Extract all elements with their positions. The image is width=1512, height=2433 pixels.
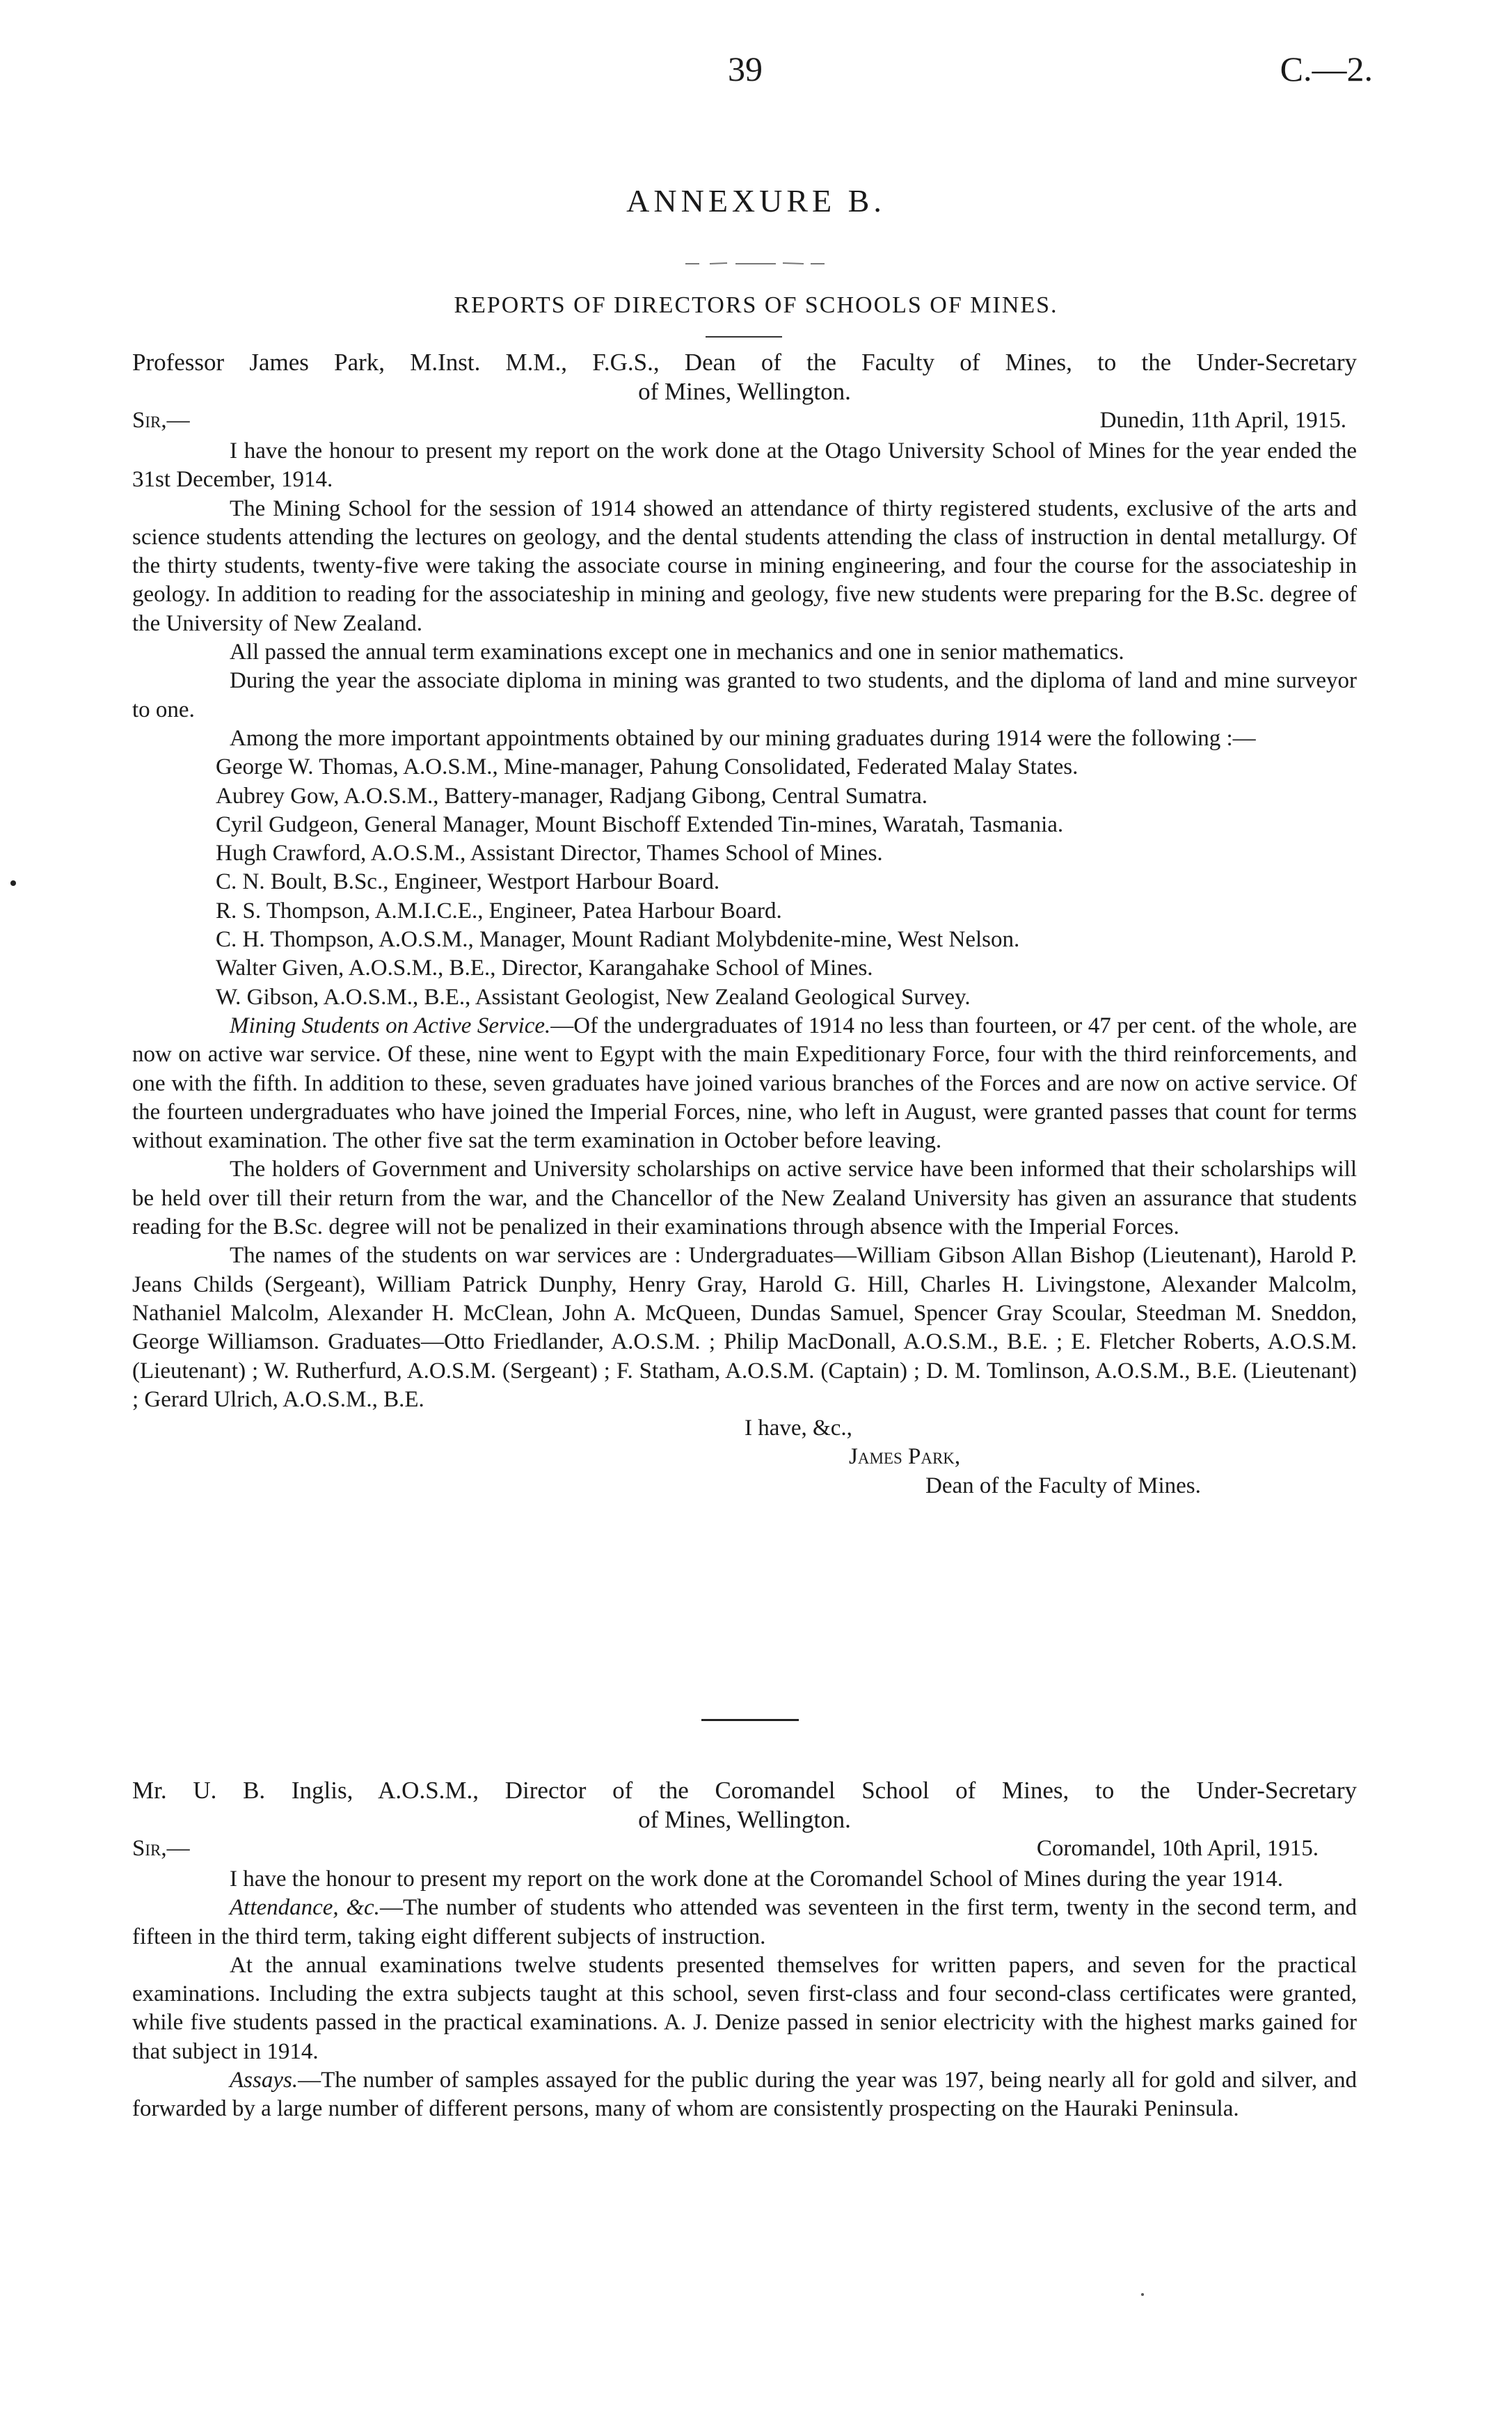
- attendance-text: —The number of students who attended was seventeen in the first term, twenty in the second term, and fifteen in the third term, taking eight different subjects of instruction.: [132, 1895, 1357, 1949]
- report1-closing: I have, &c.,: [745, 1416, 852, 1441]
- mining-students-paragraph: [132, 1012, 1357, 1155]
- report1-address: Professor James Park, M.Inst. M.M., F.G.S., Dean of the Faculty of Mines, to the Under-Secretary: [132, 349, 1357, 376]
- report1-paragraph: During the year the associate diploma in mining was granted to two students, and the diploma of land and mine surveyor to one.: [132, 668, 1357, 722]
- list-item: Cyril Gudgeon, General Manager, Mount Bischoff Extended Tin-mines, Waratah, Tasmania.: [216, 811, 1064, 837]
- report1-address-line2: of Mines, Wellington.: [638, 378, 851, 405]
- list-item: W. Gibson, A.O.S.M., B.E., Assistant Geologist, New Zealand Geological Survey.: [216, 984, 971, 1010]
- reports-title: REPORTS OF DIRECTORS OF SCHOOLS OF MINES.: [454, 292, 1058, 318]
- report1-signature-title: Dean of the Faculty of Mines.: [925, 1473, 1201, 1498]
- report1-paragraph: I have the honour to present my report on the work done at the Otago University School of Mines for the year ended the 31st December, 1914.: [132, 438, 1357, 493]
- assays-heading: Assays.: [230, 2068, 299, 2093]
- list-item: R. S. Thompson, A.M.I.C.E., Engineer, Patea Harbour Board.: [216, 898, 782, 924]
- report2-salutation-row: [132, 1834, 1357, 1865]
- list-item: George W. Thomas, A.O.S.M., Mine-manager, Pahung Consolidated, Federated Malay States.: [216, 754, 1079, 780]
- list-item: C. H. Thompson, A.O.S.M., Manager, Mount Radiant Molybdenite-mine, West Nelson.: [216, 927, 1020, 953]
- appointments-list: [132, 753, 1357, 1012]
- report1-date: Dunedin, 11th April, 1915.: [1099, 408, 1346, 433]
- page-number: 39: [728, 49, 763, 88]
- margin-mark: [1141, 2293, 1144, 2296]
- report1-paragraph: The Mining School for the session of 1914 showed an attendance of thirty registered students, exclusive of the arts and science students attending the lectures on geology, and the dental students attending the class of instruction in dental metallurgy. Of the thirty students, twenty-five were taking the associate course in mining engineering, and four the course for the associateship in geology. In addition to reading for the associateship in mining and geology, five new students were preparing for the B.Sc. degree of the University of New Zealand.: [132, 496, 1357, 636]
- report1-paragraph: Among the more important appointments obtained by our mining graduates during 1914 were the following :—: [230, 725, 1256, 751]
- scholarships-paragraph: The holders of Government and University scholarships on active service have been informed that their scholarships will be held over till their return from the war, and the Chancellor of the New Zealand University has given an assurance that students reading for the B.Sc. degree will not be penalized in their examinations through absence with the Imperial Forces.: [132, 1157, 1357, 1240]
- list-item: C. N. Boult, B.Sc., Engineer, Westport Harbour Board.: [216, 869, 720, 895]
- attendance-paragraph: [132, 1894, 1357, 1951]
- mining-students-heading: Mining Students on Active Service.: [230, 1013, 551, 1038]
- report-otago: [132, 348, 1357, 1500]
- report2-date: Coromandel, 10th April, 1915.: [1036, 1836, 1319, 1861]
- assays-text: —The number of samples assayed for the public during the year was 197, being nearly all for gold and silver, and forwarded by a large number of different persons, many of whom are consistently prospecting on the Hauraki Peninsula.: [132, 2068, 1357, 2122]
- students-names-paragraph: The names of the students on war services are : Undergraduates—William Gibson Allan Bishop (Lieutenant), Harold P. Jeans Childs (Sergeant), William Patrick Dunphy, Henry Gray, Harold G. Hill, Charles H. Livingstone, Alexander Malcolm, Nathaniel Malcolm, Alexander H. McClean, John A. McQueen, Dundas Samuel, Spencer Gray Scoular, Steedman M. Sneddon, George Williamson. Graduates—Otto Friedlander, A.O.S.M. ; Philip MacDonall, A.O.S.M., B.E. ; E. Fletcher Roberts, A.O.S.M. (Lieutenant) ; W. Rutherfurd, A.O.S.M. (Sergeant) ; F. Statham, A.O.S.M. (Captain) ; D. M. Tomlinson, A.O.S.M., B.E. (Lieutenant) ; Gerard Ulrich, A.O.S.M., B.E.: [132, 1243, 1357, 1412]
- list-item: Hugh Crawford, A.O.S.M., Assistant Director, Thames School of Mines.: [216, 841, 883, 866]
- list-item: Aubrey Gow, A.O.S.M., Battery-manager, Radjang Gibong, Central Sumatra.: [216, 783, 928, 809]
- examinations-paragraph: At the annual examinations twelve students presented themselves for written papers, and seven for the practical examinations. Including the extra subjects taught at this school, seven first-class and four second-class certificates were granted, while five students passed in the practical examinations. A. J. Denize passed in senior electricity with the highest marks gained for that subject in 1914.: [132, 1952, 1357, 2064]
- attendance-heading: Attendance, &c.: [230, 1895, 380, 1921]
- assays-paragraph: [132, 2066, 1357, 2124]
- mining-students-text: —Of the undergraduates of 1914 no less than fourteen, or 47 per cent. of the whole, are now on active war service. Of these, nine went to Egypt with the main Expeditionary Force, four with the third reinforcements, and one with the fifth. In addition to these, seven graduates have joined various branches of the Forces and are now on active service. Of the fourteen undergraduates who have joined the Imperial Forces, nine, who left in August, were granted passes that count for terms without examination. The other five sat the term examination in October before leaving.: [132, 1013, 1358, 1154]
- report1-salutation-row: [132, 406, 1357, 437]
- report2-address-line1: [132, 1776, 1357, 1805]
- title-rule: [706, 336, 782, 338]
- report2-salutation: Sir,—: [132, 1836, 190, 1861]
- report2-address: Mr. U. B. Inglis, A.O.S.M., Director of the Coromandel School of Mines, to the Under-Secretary: [132, 1777, 1357, 1804]
- document-reference: C.—2.: [1280, 49, 1373, 88]
- report2-intro: I have the honour to present my report on the work done at the Coromandel School of Mines during the year 1914.: [230, 1867, 1283, 1892]
- report2-address-line2: of Mines, Wellington.: [638, 1806, 851, 1833]
- section-divider: [701, 1719, 799, 1721]
- margin-mark: [10, 880, 16, 886]
- report1-paragraph: All passed the annual term examinations except one in mechanics and one in senior mathematics.: [230, 640, 1124, 665]
- decorative-rule: [685, 262, 825, 266]
- annexure-title: ANNEXURE B.: [626, 183, 886, 219]
- report-coromandel: [132, 1776, 1357, 2124]
- list-item: Walter Given, A.O.S.M., B.E., Director, Karangahake School of Mines.: [216, 956, 873, 981]
- report1-salutation: Sir,—: [132, 408, 190, 433]
- report1-address-line1: [132, 348, 1357, 377]
- report1-signature-name: James Park,: [849, 1444, 961, 1470]
